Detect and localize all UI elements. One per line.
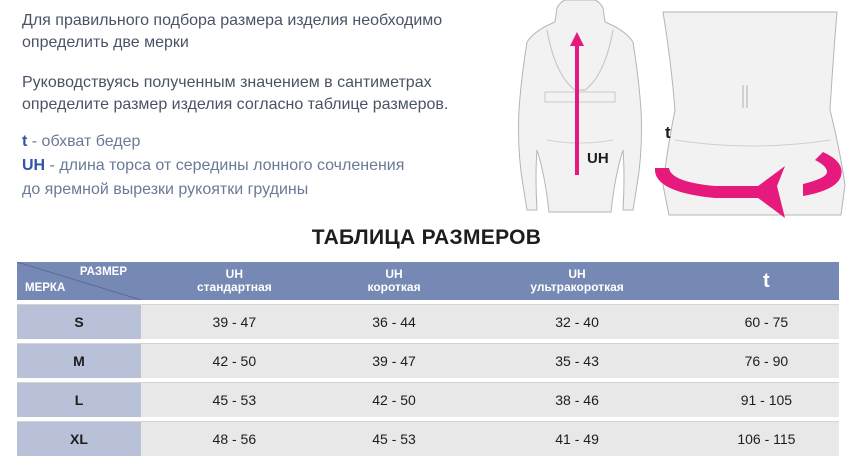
size-table-header-row [17, 262, 839, 300]
table-row [17, 304, 839, 339]
corner-size-label: РАЗМЕР [79, 266, 127, 278]
table-cell: 42 - 50 [141, 343, 328, 378]
front-torso-figure [515, 0, 645, 215]
measurement-definitions [22, 130, 502, 202]
table-cell: 38 - 46 [460, 382, 693, 417]
table-cell: 106 - 115 [694, 421, 839, 456]
table-cell: 32 - 40 [460, 304, 693, 339]
instruction-line: определите размер изделия согласно таблице размеров. [22, 96, 449, 113]
uh-key: UH [22, 157, 46, 174]
corner-measure-label: МЕРКА [25, 282, 66, 294]
uh-definition-continued: до яремной вырезки рукоятки грудины [22, 181, 309, 198]
t-key: t [22, 133, 28, 150]
table-cell: 35 - 43 [460, 343, 693, 378]
hip-circumference-figure [645, 0, 853, 225]
size-table [17, 258, 839, 460]
size-table-title [0, 226, 853, 250]
table-row [17, 382, 839, 417]
size-label: L [17, 382, 141, 417]
t-definition: - обхват бедер [27, 133, 141, 150]
size-label: XL [17, 421, 141, 456]
header-uh-short: UH короткая [328, 262, 461, 300]
size-table-title-text: ТАБЛИЦА РАЗМЕРОВ [311, 226, 542, 249]
table-cell: 76 - 90 [694, 343, 839, 378]
table-row [17, 343, 839, 378]
table-cell: 42 - 50 [328, 382, 461, 417]
instruction-paragraph-1 [22, 10, 502, 54]
front-torso-silhouette [519, 0, 642, 212]
instruction-line: определить две мерки [22, 34, 189, 51]
table-cell: 41 - 49 [460, 421, 693, 456]
table-cell: 45 - 53 [141, 382, 328, 417]
t-label: t [665, 123, 671, 142]
table-cell: 39 - 47 [328, 343, 461, 378]
size-label: S [17, 304, 141, 339]
instruction-line: Для правильного подбора размера изделия необходимо [22, 12, 443, 29]
corner-header [17, 262, 141, 300]
table-cell: 36 - 44 [328, 304, 461, 339]
uh-definition: - длина торса от середины лонного сочленения [45, 157, 405, 174]
table-row [17, 421, 839, 456]
instruction-line: Руководствуясь полученным значением в сантиметрах [22, 74, 432, 91]
table-cell: 91 - 105 [694, 382, 839, 417]
instruction-paragraph-2 [22, 72, 502, 116]
table-cell: 60 - 75 [694, 304, 839, 339]
table-cell: 48 - 56 [141, 421, 328, 456]
header-uh-standard: UH стандартная [141, 262, 328, 300]
header-t: t [694, 262, 839, 300]
uh-label: UH [587, 150, 609, 167]
size-label: M [17, 343, 141, 378]
table-cell: 45 - 53 [328, 421, 461, 456]
header-uh-ultrashort: UH ультракороткая [460, 262, 693, 300]
table-cell: 39 - 47 [141, 304, 328, 339]
instructions [22, 10, 502, 202]
